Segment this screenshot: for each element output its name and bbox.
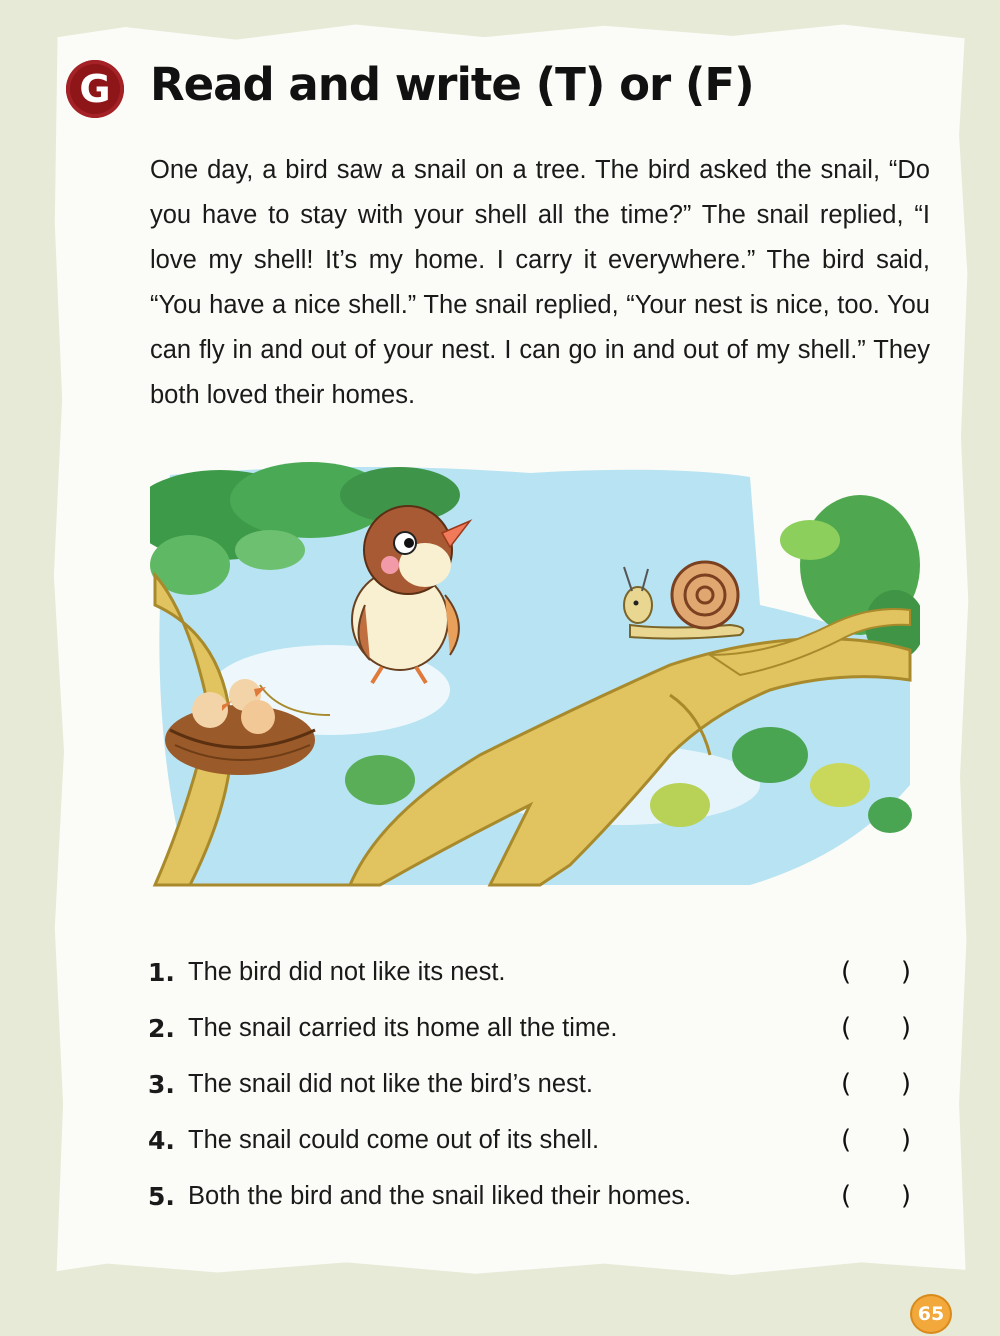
page-number-badge [910,1294,952,1334]
answer-blank[interactable] [841,1120,911,1160]
question-item [148,1056,918,1112]
question-item [148,1112,918,1168]
question-number: 3. [148,1069,175,1099]
question-text: The snail could come out of its shell. [188,1125,600,1154]
answer-close-paren: ) [900,1181,911,1211]
question-text: Both the bird and the snail liked their homes. [188,1181,692,1210]
answer-open-paren: ( [841,1181,852,1211]
answer-close-paren: ) [900,1013,911,1043]
question-number: 1. [148,957,175,987]
page-number: 65 [917,1303,945,1325]
question-text: The bird did not like its nest. [188,957,506,986]
answer-open-paren: ( [841,1125,852,1155]
answer-open-paren: ( [841,1069,852,1099]
answer-open-paren: ( [841,1013,852,1043]
question-number: 4. [148,1125,175,1155]
answer-blank[interactable] [841,1064,911,1104]
question-item [148,1168,918,1224]
question-item [148,944,918,1000]
section-title: Read and write (T) or (F) [150,58,754,111]
nest-icon [165,705,315,775]
question-text: The snail carried its home all the time. [188,1013,618,1042]
question-number: 5. [148,1181,175,1211]
reading-passage: One day, a bird saw a snail on a tree. The bird asked the snail, “Do you have to stay with your shell all the time?” The snail replied, “I love my shell! It’s my home. I carry it everywhere.” The bird said, “You have a nice shell.” The snail replied, “Your nest is nice, too. You can fly in and out of your nest. I can go in and out of my shell.” They both loved their homes. [150,156,930,409]
answer-close-paren: ) [900,1069,911,1099]
answer-close-paren: ) [900,957,911,987]
answer-blank[interactable] [841,1008,911,1048]
answer-blank[interactable] [841,1176,911,1216]
section-letter: G [79,67,111,111]
question-number: 2. [148,1013,175,1043]
question-list [148,944,918,1224]
section-badge [66,60,124,118]
question-item [148,1000,918,1056]
answer-blank[interactable] [841,952,911,992]
answer-open-paren: ( [841,957,852,987]
story-illustration [150,455,920,895]
answer-close-paren: ) [900,1125,911,1155]
question-text: The snail did not like the bird’s nest. [188,1069,593,1098]
